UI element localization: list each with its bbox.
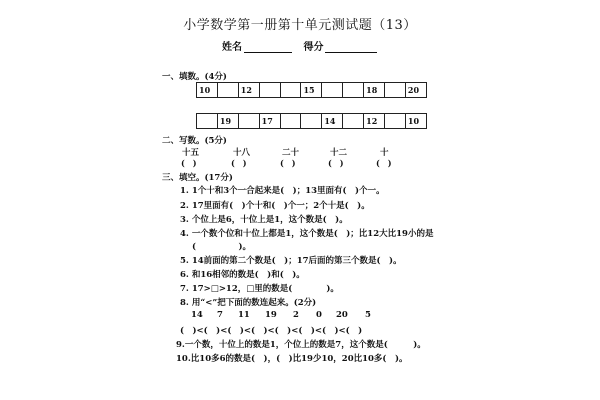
box-cell[interactable] — [343, 114, 364, 129]
section3-heading: 三、填空。(17分) — [162, 173, 233, 183]
question: 7. 17>□>12，□里的数是( )。 — [180, 284, 339, 294]
box-cell[interactable]: 12 — [364, 114, 385, 129]
sort-number: 11 — [238, 310, 250, 320]
box-cell[interactable] — [385, 83, 406, 98]
box-cell[interactable]: 15 — [301, 83, 322, 98]
answer-blank[interactable]: ( ) — [376, 158, 392, 168]
sort-number: 2 — [293, 310, 299, 320]
box-cell[interactable]: 20 — [405, 83, 426, 98]
box-cell[interactable] — [280, 114, 301, 129]
name-label: 姓名 — [222, 42, 242, 53]
box-cell[interactable]: 17 — [259, 114, 280, 129]
score-label: 得分 — [303, 42, 324, 53]
answer-blank[interactable]: ( ) — [181, 158, 197, 168]
sort-number: 14 — [191, 310, 203, 320]
number-boxes-row1 — [196, 82, 427, 98]
name-field[interactable] — [244, 42, 292, 53]
name-score-bar — [222, 38, 385, 53]
box-cell[interactable] — [217, 83, 238, 98]
page-title: 小学数学第一册第十单元测试题（13） — [183, 18, 417, 33]
question: 9.一个数，十位上的数是1，个位上的数是7，这个数是( )。 — [176, 340, 426, 350]
question: 5. 14前面的第二个数是( )；17后面的第三个数是( )。 — [180, 256, 402, 266]
box-cell[interactable] — [280, 83, 301, 98]
box-cell[interactable]: 19 — [217, 114, 238, 129]
number-word: 十五 — [182, 148, 200, 158]
section1-heading: 一、填数。(4分) — [162, 72, 227, 82]
question-continuation: ( )。 — [192, 242, 252, 252]
box-cell[interactable] — [259, 83, 280, 98]
box-cell[interactable]: 12 — [238, 83, 259, 98]
box-cell[interactable]: 18 — [364, 83, 385, 98]
question: 10.比10多6的数是( )，( )比19少10，20比10多( )。 — [176, 354, 408, 364]
number-word: 十八 — [233, 148, 251, 158]
score-field[interactable] — [325, 42, 377, 53]
number-word: 十二 — [330, 148, 348, 158]
question: 6. 和16相邻的数是( )和( )。 — [180, 270, 305, 280]
answer-blank[interactable]: ( ) — [280, 158, 296, 168]
sort-number: 0 — [316, 310, 322, 320]
number-word: 十 — [380, 148, 389, 158]
sort-number: 7 — [217, 310, 223, 320]
number-word: 二十 — [282, 148, 300, 158]
box-cell[interactable] — [322, 83, 343, 98]
box-cell[interactable] — [197, 114, 218, 129]
sort-number: 5 — [365, 310, 371, 320]
box-cell[interactable]: 10 — [197, 83, 218, 98]
question: 2. 17里面有( )个十和( )个一；2个十是( )。 — [180, 201, 370, 211]
number-boxes-row2 — [196, 113, 427, 129]
sort-chain[interactable]: ( )<( )<( )<( )<( )<( )<( )<( ) — [180, 326, 363, 336]
question: 1. 1个十和3个一合起来是( )；13里面有( )个一。 — [180, 186, 385, 196]
answer-blank[interactable]: ( ) — [328, 158, 344, 168]
box-cell[interactable] — [238, 114, 259, 129]
box-cell[interactable] — [301, 114, 322, 129]
answer-blank[interactable]: ( ) — [231, 158, 247, 168]
question: 4. 一个数个位和十位上都是1，这个数是( )；比12大比19小的是 — [180, 229, 434, 239]
sort-number: 19 — [265, 310, 277, 320]
section2-heading: 二、写数。(5分) — [162, 136, 227, 146]
question: 8. 用“<”把下面的数连起来。(2分) — [180, 298, 317, 308]
box-cell[interactable] — [343, 83, 364, 98]
box-cell[interactable] — [385, 114, 406, 129]
box-cell[interactable]: 10 — [405, 114, 426, 129]
question: 3. 个位上是6，十位上是1，这个数是( )。 — [180, 215, 348, 225]
sort-number: 20 — [336, 310, 348, 320]
box-cell[interactable]: 14 — [322, 114, 343, 129]
